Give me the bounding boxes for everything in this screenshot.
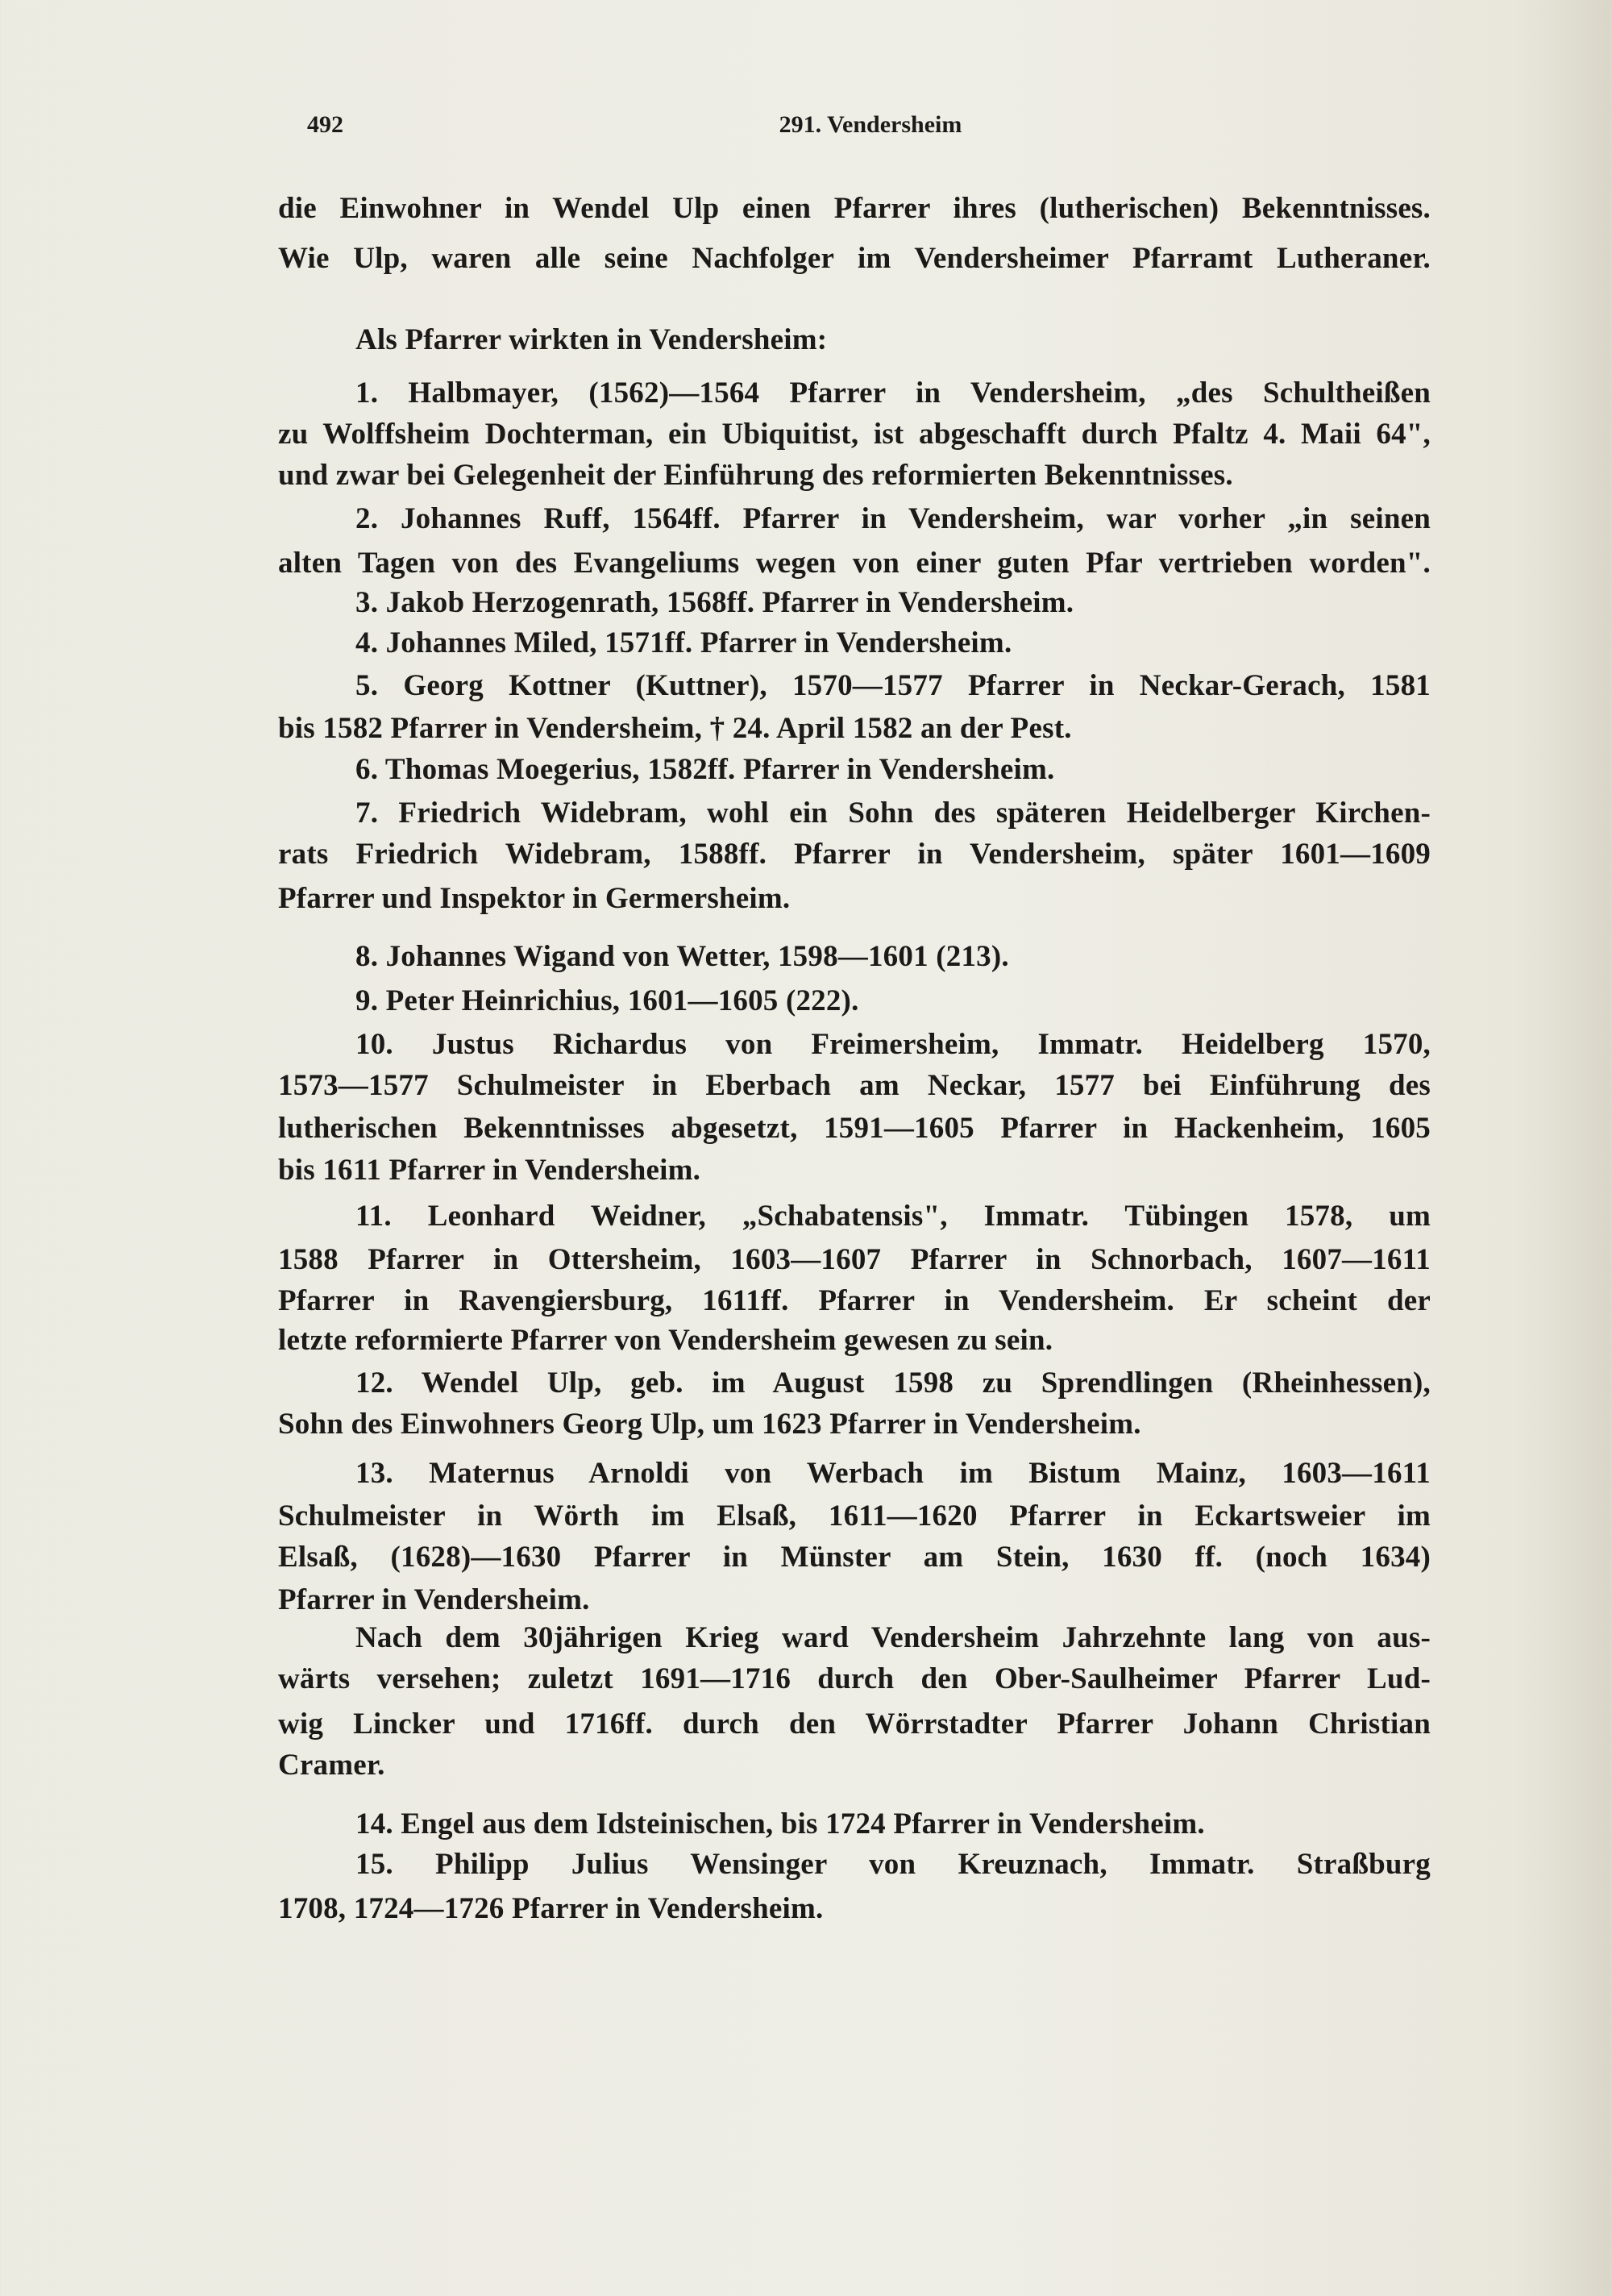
text-line: Elsaß, (1628)—1630 Pfarrer in Münster am Stein, 1630 ff. (noch 1634) (278, 1541, 1431, 1574)
text-line: Pfarrer in Vendersheim. (278, 1583, 590, 1616)
text-line: Pfarrer in Ravengiersburg, 1611ff. Pfarrer in Vendersheim. Er scheint der (278, 1284, 1431, 1317)
pastor-entry-3: 3. Jakob Herzogenrath, 1568ff. Pfarrer in Vendersheim. (355, 586, 1074, 619)
text-line: 1588 Pfarrer in Ottersheim, 1603—1607 Pfarrer in Schnorbach, 1607—1611 (278, 1243, 1431, 1276)
text-line: rats Friedrich Widebram, 1588ff. Pfarrer in Vendersheim, später 1601—1609 (278, 838, 1431, 871)
text-line: 1708, 1724—1726 Pfarrer in Vendersheim. (278, 1892, 824, 1925)
text-line: lutherischen Bekenntnisses abgesetzt, 1591—1605 Pfarrer in Hackenheim, 1605 (278, 1112, 1431, 1145)
text-line: zu Wolffsheim Dochterman, ein Ubiquitist, ist abgeschafft durch Pfaltz 4. Maii 64", (278, 418, 1431, 451)
text-line: wig Lincker und 1716ff. durch den Wörrstadter Pfarrer Johann Christian (278, 1707, 1431, 1741)
pastor-entry-8: 8. Johannes Wigand von Wetter, 1598—1601 (213). (355, 940, 1009, 973)
text-line: Cramer. (278, 1749, 385, 1782)
pastor-entry-12: 12. Wendel Ulp, geb. im August 1598 zu Sprendlingen (Rheinhessen), (355, 1366, 1431, 1400)
pastor-entry-15: 15. Philipp Julius Wensinger von Kreuznach, Immatr. Straßburg (355, 1848, 1431, 1881)
pastor-entry-14: 14. Engel aus dem Idsteinischen, bis 1724 Pfarrer in Vendersheim. (355, 1807, 1205, 1841)
pastor-entry-6: 6. Thomas Moegerius, 1582ff. Pfarrer in Vendersheim. (355, 753, 1055, 786)
pastor-entry-4: 4. Johannes Miled, 1571ff. Pfarrer in Vendersheim. (355, 626, 1012, 659)
text-line: wärts versehen; zuletzt 1691—1716 durch den Ober-Saulheimer Pfarrer Lud- (278, 1662, 1431, 1695)
text-line: Sohn des Einwohners Georg Ulp, um 1623 Pfarrer in Vendersheim. (278, 1408, 1141, 1441)
text-line: Wie Ulp, waren alle seine Nachfolger im Vendersheimer Pfarramt Lutheraner. (278, 242, 1431, 275)
running-header-title: 291. Vendersheim (779, 111, 962, 138)
text-line: Schulmeister in Wörth im Elsaß, 1611—1620 Pfarrer in Eckartsweier im (278, 1499, 1431, 1533)
text-line: Pfarrer und Inspektor in Germersheim. (278, 882, 791, 915)
text-line: alten Tagen von des Evangeliums wegen von einer guten Pfar vertrieben worden". (278, 547, 1431, 580)
pastor-entry-13: 13. Maternus Arnoldi von Werbach im Bistum Mainz, 1603—1611 (355, 1457, 1431, 1490)
section-intro: Als Pfarrer wirkten in Vendersheim: (355, 323, 828, 356)
text-line: bis 1582 Pfarrer in Vendersheim, † 24. April 1582 an der Pest. (278, 712, 1072, 745)
pastor-entry-10: 10. Justus Richardus von Freimersheim, Immatr. Heidelberg 1570, (355, 1028, 1431, 1061)
pastor-entry-2: 2. Johannes Ruff, 1564ff. Pfarrer in Vendersheim, war vorher „in seinen (355, 502, 1431, 535)
pastor-entry-9: 9. Peter Heinrichius, 1601—1605 (222). (355, 984, 859, 1017)
paragraph-after-war: Nach dem 30jährigen Krieg ward Vendersheim Jahrzehnte lang von aus- (355, 1621, 1431, 1654)
pastor-entry-7: 7. Friedrich Widebram, wohl ein Sohn des späteren Heidelberger Kirchen- (355, 797, 1431, 830)
text-line: die Einwohner in Wendel Ulp einen Pfarrer ihres (lutherischen) Bekenntnisses. (278, 192, 1431, 225)
page-number: 492 (307, 111, 343, 138)
pastor-entry-5: 5. Georg Kottner (Kuttner), 1570—1577 Pfarrer in Neckar-Gerach, 1581 (355, 669, 1431, 702)
pastor-entry-11: 11. Leonhard Weidner, „Schabatensis", Immatr. Tübingen 1578, um (355, 1200, 1431, 1233)
text-line: und zwar bei Gelegenheit der Einführung des reformierten Bekenntnisses. (278, 459, 1233, 492)
text-line: bis 1611 Pfarrer in Vendersheim. (278, 1154, 701, 1187)
text-line: letzte reformierte Pfarrer von Vendersheim gewesen zu sein. (278, 1324, 1053, 1357)
text-line: 1573—1577 Schulmeister in Eberbach am Neckar, 1577 bei Einführung des (278, 1069, 1431, 1102)
pastor-entry-1: 1. Halbmayer, (1562)—1564 Pfarrer in Vendersheim, „des Schultheißen (355, 376, 1431, 410)
